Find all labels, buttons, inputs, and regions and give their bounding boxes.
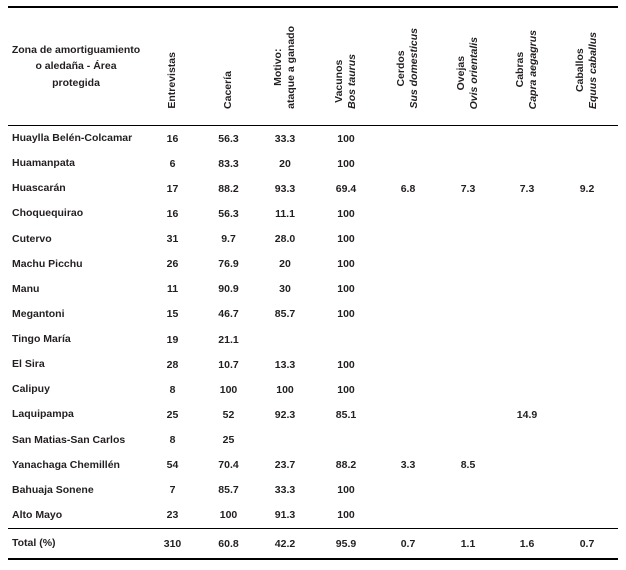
table-row bbox=[8, 402, 618, 427]
data-cell bbox=[438, 428, 498, 453]
data-cell: 8 bbox=[169, 434, 176, 447]
column-header bbox=[498, 7, 556, 126]
data-cell bbox=[378, 277, 438, 302]
row-name: Huascarán bbox=[12, 182, 66, 195]
data-cell: 100 bbox=[337, 383, 355, 396]
header-row bbox=[8, 7, 618, 126]
data-cell: 6.8 bbox=[400, 182, 416, 195]
column-label: Cerdos bbox=[394, 50, 407, 87]
data-cell bbox=[498, 327, 556, 352]
column-sublabel: ataque a ganado bbox=[285, 26, 297, 109]
data-cell bbox=[498, 252, 556, 277]
data-cell bbox=[378, 327, 438, 352]
data-cell: 93.3 bbox=[274, 182, 296, 195]
data-cell bbox=[378, 402, 438, 427]
data-cell bbox=[438, 327, 498, 352]
column-label: Vacunos bbox=[332, 59, 345, 104]
data-cell: 100 bbox=[337, 358, 355, 371]
data-cell: 56.3 bbox=[218, 207, 239, 220]
data-cell: 88.2 bbox=[218, 182, 239, 195]
data-cell bbox=[556, 327, 618, 352]
data-cell bbox=[556, 302, 618, 327]
data-cell: 20 bbox=[279, 157, 291, 170]
data-cell: 19 bbox=[166, 333, 179, 346]
data-cell: 85.7 bbox=[218, 484, 239, 497]
rotated-header-text bbox=[574, 32, 600, 109]
data-cell: 21.1 bbox=[218, 333, 239, 346]
row-name: Cutervo bbox=[12, 232, 52, 245]
data-cell: 10.7 bbox=[218, 358, 239, 371]
data-cell: 16 bbox=[166, 132, 179, 145]
data-cell: 33.3 bbox=[274, 484, 296, 497]
data-cell bbox=[438, 402, 498, 427]
table-row bbox=[8, 227, 618, 252]
column-header bbox=[438, 7, 498, 126]
data-cell bbox=[438, 201, 498, 226]
rotated-header-text bbox=[222, 71, 235, 109]
data-cell: 100 bbox=[337, 233, 355, 246]
column-sublabel: Bos taurus bbox=[346, 54, 358, 109]
column-header bbox=[314, 7, 378, 126]
row-name: Bahuaja Sonene bbox=[12, 483, 94, 496]
data-cell bbox=[438, 151, 498, 176]
data-cell: 46.7 bbox=[218, 308, 239, 321]
data-cell: 83.3 bbox=[218, 157, 239, 170]
data-cell bbox=[498, 302, 556, 327]
data-cell: 100 bbox=[337, 484, 355, 497]
table-row bbox=[8, 478, 618, 503]
data-cell: 100 bbox=[337, 258, 355, 271]
data-cell: 7.3 bbox=[519, 182, 535, 195]
data-cell: 8 bbox=[169, 383, 176, 396]
data-cell bbox=[498, 352, 556, 377]
data-cell bbox=[556, 126, 618, 152]
data-cell: 14.9 bbox=[516, 408, 538, 421]
data-cell bbox=[498, 151, 556, 176]
data-cell: 9.7 bbox=[221, 233, 236, 246]
column-label: Motivo: bbox=[271, 48, 284, 87]
hunting-by-protected-area-table bbox=[8, 6, 618, 560]
data-cell: 85.1 bbox=[335, 408, 357, 421]
row-name: Huamanpata bbox=[12, 157, 76, 170]
data-cell bbox=[378, 352, 438, 377]
table-row bbox=[8, 352, 618, 377]
data-cell: 20 bbox=[279, 258, 291, 271]
total-cell: 0.7 bbox=[556, 529, 618, 560]
data-cell bbox=[314, 327, 378, 352]
data-cell: 100 bbox=[337, 283, 355, 296]
table-row bbox=[8, 252, 618, 277]
total-cell: 42.2 bbox=[256, 529, 314, 560]
row-name: Choquequirao bbox=[12, 207, 84, 220]
data-cell bbox=[498, 377, 556, 402]
rotated-header-text bbox=[333, 54, 359, 109]
data-cell: 28.0 bbox=[274, 233, 296, 246]
data-cell bbox=[378, 151, 438, 176]
data-cell bbox=[378, 503, 438, 529]
data-cell: 100 bbox=[276, 383, 294, 396]
data-cell bbox=[498, 478, 556, 503]
column-label: Entrevistas bbox=[165, 52, 178, 109]
column-sublabel: Ovis orientalis bbox=[468, 36, 480, 109]
data-cell bbox=[378, 478, 438, 503]
data-cell: 56.3 bbox=[218, 132, 239, 145]
data-cell: 100 bbox=[219, 383, 238, 396]
row-name: Tingo María bbox=[12, 333, 71, 345]
data-cell bbox=[378, 428, 438, 453]
data-cell: 11 bbox=[166, 283, 179, 296]
data-cell bbox=[438, 478, 498, 503]
row-name: Manu bbox=[12, 282, 40, 295]
data-cell bbox=[498, 201, 556, 226]
column-header bbox=[144, 7, 201, 126]
column-header bbox=[201, 7, 256, 126]
total-cell: 95.9 bbox=[314, 529, 378, 560]
rotated-header-text bbox=[272, 26, 298, 109]
table-body bbox=[8, 126, 618, 529]
table-row bbox=[8, 428, 618, 453]
table-row bbox=[8, 277, 618, 302]
data-cell: 13.3 bbox=[274, 358, 296, 371]
data-cell: 7.3 bbox=[460, 182, 476, 195]
data-cell bbox=[438, 252, 498, 277]
data-cell bbox=[556, 227, 618, 252]
column-label: Cabras bbox=[513, 51, 526, 88]
data-cell: 69.4 bbox=[335, 182, 357, 195]
data-cell bbox=[556, 402, 618, 427]
data-cell: 11.1 bbox=[275, 207, 295, 220]
table-row bbox=[8, 176, 618, 201]
data-cell: 31 bbox=[166, 233, 179, 246]
table-row bbox=[8, 302, 618, 327]
data-cell bbox=[378, 377, 438, 402]
data-cell bbox=[498, 453, 556, 478]
data-cell bbox=[378, 252, 438, 277]
data-cell: 52 bbox=[222, 408, 235, 421]
data-cell: 100 bbox=[337, 132, 355, 145]
row-name: Megantoni bbox=[12, 307, 65, 320]
data-cell: 9.2 bbox=[579, 182, 595, 195]
column-sublabel: Capra aegagrus bbox=[527, 29, 539, 109]
data-cell: 92.3 bbox=[274, 408, 296, 421]
data-cell bbox=[438, 503, 498, 529]
data-cell: 88.2 bbox=[335, 459, 357, 472]
data-cell: 6 bbox=[169, 157, 176, 170]
data-cell bbox=[438, 377, 498, 402]
data-cell bbox=[256, 428, 314, 453]
data-cell: 8.5 bbox=[460, 459, 476, 472]
data-cell bbox=[556, 352, 618, 377]
data-cell bbox=[378, 227, 438, 252]
row-name: Alto Mayo bbox=[12, 508, 63, 521]
column-header bbox=[556, 7, 618, 126]
data-cell bbox=[498, 277, 556, 302]
total-row bbox=[8, 529, 618, 560]
data-cell: 25 bbox=[222, 434, 235, 447]
data-cell: 85.7 bbox=[274, 308, 296, 321]
data-cell: 100 bbox=[337, 207, 355, 220]
data-cell: 100 bbox=[337, 308, 355, 321]
data-cell bbox=[378, 126, 438, 152]
table-row bbox=[8, 377, 618, 402]
data-cell: 28 bbox=[166, 358, 179, 371]
data-cell bbox=[498, 126, 556, 152]
data-cell bbox=[556, 503, 618, 529]
data-cell: 26 bbox=[166, 258, 179, 271]
total-cell: 1.1 bbox=[438, 529, 498, 560]
total-cell: 310 bbox=[144, 529, 201, 560]
data-cell: 54 bbox=[166, 459, 179, 472]
table-row bbox=[8, 503, 618, 529]
row-name: El Sira bbox=[12, 358, 45, 371]
data-cell: 7 bbox=[169, 484, 176, 497]
data-cell bbox=[556, 201, 618, 226]
column-label: Caballos bbox=[573, 48, 586, 93]
total-cell: 0.7 bbox=[378, 529, 438, 560]
data-cell: 100 bbox=[219, 509, 238, 522]
data-cell bbox=[556, 252, 618, 277]
row-name: Yanachaga Chemillén bbox=[12, 458, 120, 471]
data-cell: 90.9 bbox=[218, 283, 239, 296]
row-name: San Matias-San Carlos bbox=[12, 433, 126, 446]
data-cell: 3.3 bbox=[400, 459, 416, 472]
table-row bbox=[8, 126, 618, 152]
data-cell bbox=[438, 302, 498, 327]
data-cell: 33.3 bbox=[274, 132, 296, 145]
table-row bbox=[8, 453, 618, 478]
column-sublabel: Equus caballus bbox=[587, 31, 599, 109]
data-cell bbox=[498, 428, 556, 453]
data-cell: 76.9 bbox=[218, 258, 239, 271]
data-cell: 25 bbox=[166, 408, 179, 421]
row-name: Calipuy bbox=[12, 383, 50, 396]
total-cell: 1.6 bbox=[498, 529, 556, 560]
data-cell bbox=[314, 428, 378, 453]
column-header bbox=[256, 7, 314, 126]
data-cell: 100 bbox=[337, 509, 355, 522]
data-cell bbox=[438, 277, 498, 302]
row-name: Huaylla Belén-Colcamar bbox=[12, 132, 133, 144]
data-cell bbox=[438, 126, 498, 152]
data-cell: 15 bbox=[166, 308, 179, 321]
data-cell: 17 bbox=[166, 182, 179, 195]
data-cell bbox=[438, 227, 498, 252]
data-cell: 70.4 bbox=[218, 459, 239, 472]
data-cell bbox=[556, 453, 618, 478]
total-label: Total (%) bbox=[8, 529, 144, 560]
data-cell bbox=[498, 503, 556, 529]
data-cell bbox=[438, 352, 498, 377]
data-cell: 23 bbox=[166, 509, 179, 522]
data-cell: 30 bbox=[279, 283, 291, 296]
row-name: Laquipampa bbox=[12, 408, 74, 421]
data-cell bbox=[556, 478, 618, 503]
table-row bbox=[8, 327, 618, 352]
data-cell bbox=[498, 227, 556, 252]
data-cell bbox=[378, 201, 438, 226]
data-cell: 91.3 bbox=[274, 509, 296, 522]
column-sublabel: Sus domesticus bbox=[408, 28, 420, 109]
data-cell bbox=[378, 302, 438, 327]
zone-corner-header: Zona de amortiguamiento o aledaña - Área protegida bbox=[8, 7, 144, 126]
rotated-header-text bbox=[395, 28, 421, 109]
table-row bbox=[8, 151, 618, 176]
column-label: Ovejas bbox=[454, 55, 467, 91]
data-cell: 23.7 bbox=[274, 459, 296, 472]
total-cell: 60.8 bbox=[201, 529, 256, 560]
rotated-header-text bbox=[514, 30, 540, 109]
row-name: Machu Picchu bbox=[12, 257, 83, 270]
rotated-header-text bbox=[166, 52, 179, 109]
data-cell: 100 bbox=[337, 157, 355, 170]
data-cell bbox=[556, 377, 618, 402]
data-cell bbox=[556, 277, 618, 302]
column-header bbox=[378, 7, 438, 126]
rotated-header-text bbox=[455, 37, 481, 109]
data-cell: 16 bbox=[166, 207, 179, 220]
column-label: Cacería bbox=[221, 71, 234, 109]
table-row bbox=[8, 201, 618, 226]
data-cell bbox=[556, 428, 618, 453]
data-cell bbox=[256, 327, 314, 352]
data-cell bbox=[556, 151, 618, 176]
